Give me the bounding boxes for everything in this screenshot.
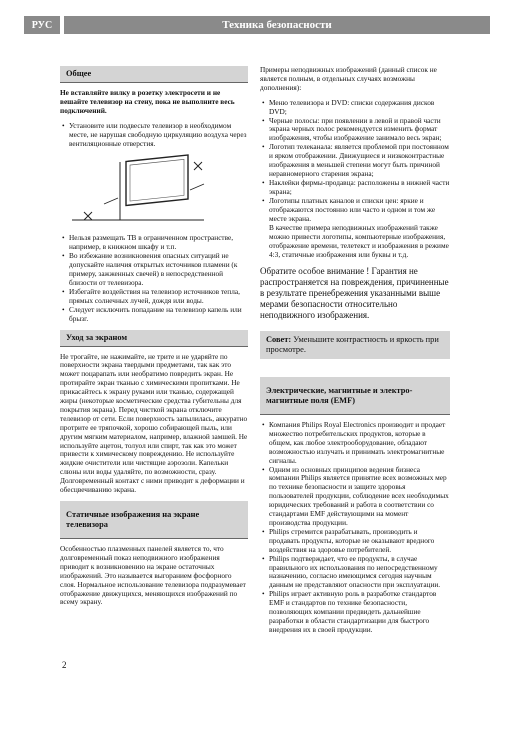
general-warning: Не вставляйте вилку в розетку электросети и не вешайте телевизор на стену, пока не выполните весь подключений. [60,88,235,115]
tip-label: Совет: [266,335,292,345]
page-header [24,16,490,34]
section-static-heading: Статичные изображения на экране телевизора [60,501,248,539]
list-item: • Наклейки фирмы-продавца: расположены в нижней части экрана; [269,179,450,197]
static-examples-intro: Примеры неподвижных изображений (данный список не является полным, в отдельных случаях возможны дополнения): [260,65,437,92]
general-bullets [60,234,248,323]
list-item: • Черные полосы: при появлении в левой и правой части экрана черных полос рекомендуется изменить формат изображения, чтобы изображение занимало весь экран; [269,117,450,144]
list-item: • Логотипы платных каналов и списки цен: яркие и отображаются постоянно или часто и одном и том же месте экрана. [269,197,450,224]
list-item: • Следует исключить попадание на телевизор капель или брызг. [69,306,248,324]
list-item: • Во избежание возникновения опасных ситуаций не допускайте наличия открытых источников пламени (к примеру, зажженных свечей) в непосредственной близости от телевизора. [69,252,248,288]
section-screen-heading: Уход за экраном [60,330,248,347]
list-item: • Philips стремится разрабатывать, производить и продавать продукты, которые не оказывают вредного воздействия на здоровье потребителей. [269,528,450,555]
section-emf-heading: Электрические, магнитные и электро-магнитные поля (EMF) [260,377,450,415]
list-item: • Установите или подвесьте телевизор в необходимом месте, не нарушая свободную циркуляцию воздуха через вентиляционные отверстия. [69,122,248,149]
list-item: • Логотип телеканала: является проблемой при постоянном и ярком отображении. Движущиеся и низкоконтрастные изображения в меньшей степени могут быть причиной неравномерного старения экрана; [269,143,450,179]
page-number: 2 [62,660,67,670]
tip-box [260,331,450,359]
screen-care-text: Не трогайте, не нажимайте, не трите и не ударяйте по поверхности экрана твердыми предметами, так как это может поцарапать или необратимо повредить экран. Не протирайте экран тканью с химическими пропитками. Не прикасайтесь к экрану руками или тканью, содержащей жиры (некоторые косметические средства губительны для покрытия экрана). Перед чисткой экрана отключите телевизор от сети. Если поверхность запылилась, аккуратно протрите ее тряпочкой, хорошо собирающей пыль, или другим мягким материалом, например, влажной замшей. Не используйте ацетон, толуол или спирт, так как это может привести к химическому повреждению. Не используйте жидкие очистители или чистящие аэрозоли. Капельки слюны или воды удаляйте, по возможности, сразу. Долговременный контакт с ними приводит к деформации и обесцвечиванию экрана. [60,351,248,495]
general-bullets-top [60,122,248,149]
list-item: • Компания Philips Royal Electronics производит и продает множество потребительских продуктов, которые в общем, как любое электрооборудование, обладают возможностью излучать и принимать электромагнитные сигналы. [269,421,450,466]
list-item: • Philips играет активную роль в разработке стандартов EMF и стандартов по технике безопасности, позволяющих компании предвидеть дальнейшие разработки в области стандартизации для быстрого внедрения их в своей продукции. [269,590,450,635]
left-column [60,66,248,613]
list-item: • Philips подтверждает, что ее продукты, в случае правильного их использования по непосредственному назначению, согласно имеющимся сегодня научным данным не представляют опасности при эксплуатации. [269,555,450,591]
list-item: • Одним из основных принципов ведения бизнеса компании Philips является принятие всех возможных мер по технике безопасности и защите здоровья пользователей продукции, соблюдение всех необходимых юридических требований и работа в соответствии со стандартами EMF действующими на момент производства продукции. [269,466,450,528]
static-examples-text: В качестве примера неподвижных изображений также можно привести логотипы, компьютерные изображения, отображение времени, телетекст и изображения в режиме 4:3, статичные изображения или буквы и т.д. [269,223,449,260]
list-item: • Меню телевизора и DVD: списки содержания дисков DVD; [269,99,450,117]
static-examples-list [260,99,450,224]
list-item: • Избегайте воздействия на телевизор источников тепла, прямых солнечных лучей, дождя или воды. [69,288,248,306]
right-column [260,66,450,641]
section-general-heading: Общее [60,66,248,83]
emf-bullets [260,421,450,635]
warranty-notice: Обратите особое внимание ! Гарантия не распространяется на повреждения, причиненные в результате пренебрежения указанными выше мерами безопасности относительно неподвижного изображения. [260,266,449,321]
list-item: • Нельзя размещать ТВ в ограниченном пространстве, например, в книжном шкафу и т.п. [69,234,248,252]
tv-ventilation-illustration [64,154,214,230]
page-title: Техника безопасности [64,16,490,34]
tip-text: Уменьшите контрастность и яркость при просмотре. [266,335,439,355]
language-tab: РУС [24,16,60,34]
static-images-text: Особенностью плазменных панелей является то, что долговременный показ неподвижного изображения приводит к возникновению на экране остаточных изображений. Это называется выгоранием фосфорного слоя. Нормальное использование телевизора подразумевает отображение движущихся, меняющихся изображений по всему экрану. [60,544,246,607]
